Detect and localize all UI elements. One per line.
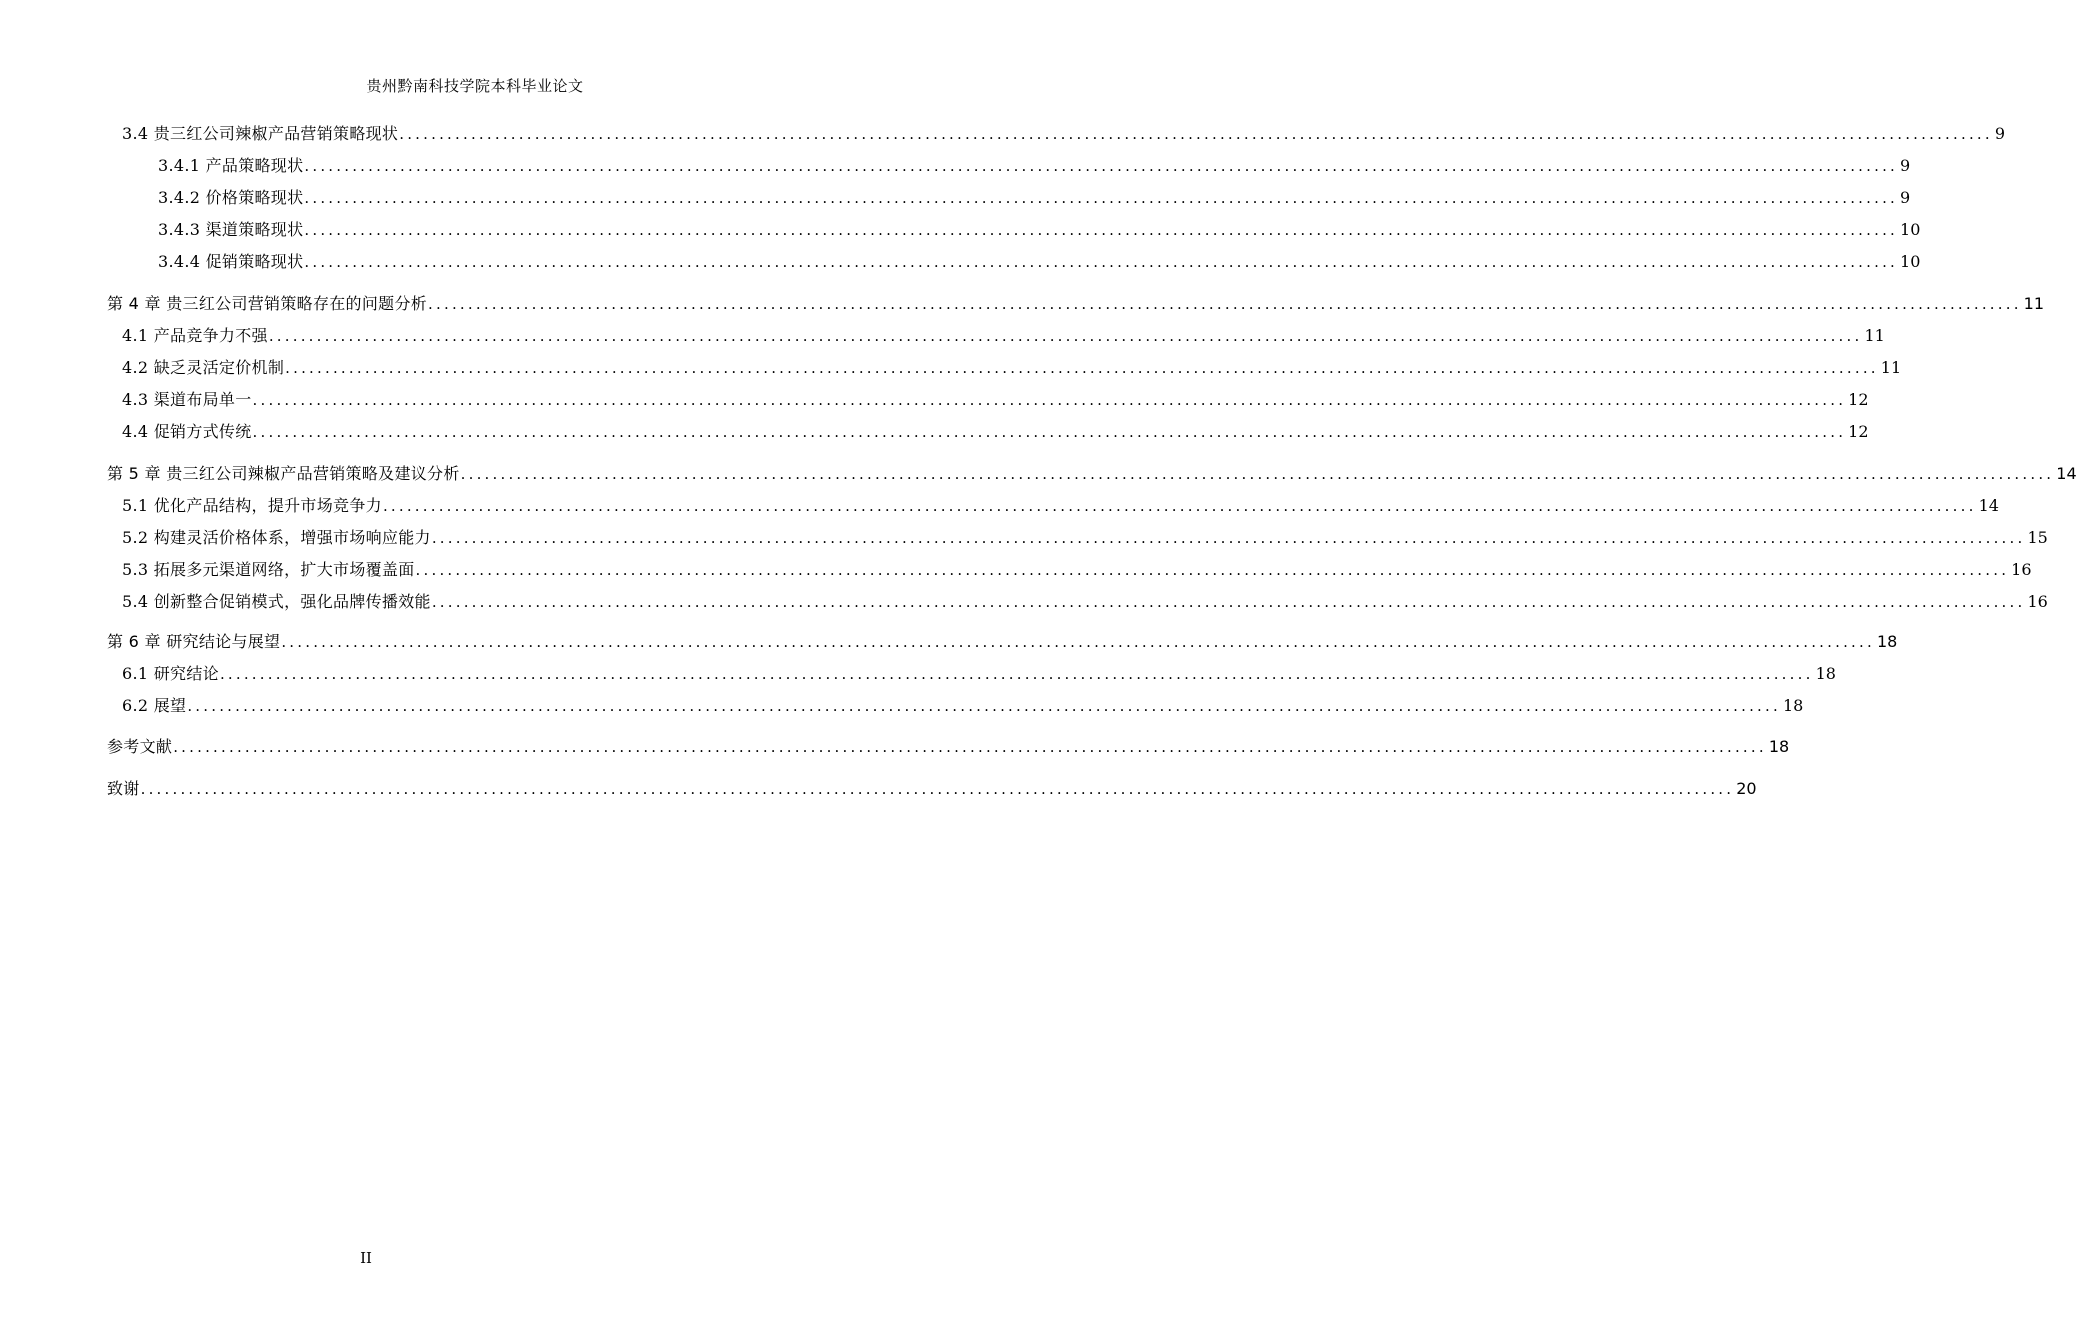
toc-entry-label: 5.3 拓展多元渠道网络，扩大市场覆盖面 <box>122 560 415 579</box>
toc-dot-leader: ........................................................................................................................................................................................................ <box>140 780 1735 798</box>
toc-dot-leader: ........................................................................................................................................................................................................ <box>219 665 1814 683</box>
toc-dot-leader: ........................................................................................................................................................................................................ <box>285 359 1879 377</box>
toc-entry-page: 11 <box>1864 326 1885 345</box>
toc-entry[interactable] <box>158 250 1921 274</box>
toc-entry[interactable] <box>107 777 1757 801</box>
toc-dot-leader: ........................................................................................................................................................................................................ <box>187 697 1781 715</box>
toc-dot-leader: ........................................................................................................................................................................................................ <box>304 221 1899 239</box>
running-header: 贵州黔南科技学院本科毕业论文 <box>366 77 584 95</box>
toc-entry-page: 9 <box>1994 124 2006 143</box>
toc-entry[interactable] <box>122 122 2006 146</box>
toc-dot-leader: ........................................................................................................................................................................................................ <box>281 633 1875 651</box>
toc-entry-label: 4.4 促销方式传统 <box>122 422 252 441</box>
toc-entry-page: 18 <box>1768 737 1790 756</box>
toc-entry-page: 14 <box>1978 496 1999 515</box>
toc-dot-leader: ........................................................................................................................................................................................................ <box>431 593 2026 611</box>
toc-entry-label: 第 6 章 研究结论与展望 <box>107 632 281 651</box>
toc-entry-page: 12 <box>1848 422 1869 441</box>
toc-entry-page: 12 <box>1848 390 1869 409</box>
toc-entry[interactable] <box>122 558 2032 582</box>
toc-dot-leader: ........................................................................................................................................................................................................ <box>460 465 2055 483</box>
toc-entry-page: 18 <box>1782 696 1804 715</box>
toc-entry-label: 3.4 贵三红公司辣椒产品营销策略现状 <box>122 124 399 143</box>
toc-entry-page: 10 <box>1900 220 1921 239</box>
toc-dot-leader: ........................................................................................................................................................................................................ <box>382 497 1977 515</box>
toc-entry[interactable] <box>122 324 1885 348</box>
toc-entry-page: 16 <box>2027 592 2048 611</box>
toc-dot-leader: ........................................................................................................................................................................................................ <box>268 327 1863 345</box>
toc-entry-label: 3.4.3 渠道策略现状 <box>158 220 304 239</box>
toc-entry-label: 6.1 研究结论 <box>122 664 219 683</box>
toc-entry[interactable] <box>122 590 2048 614</box>
toc-dot-leader: ........................................................................................................................................................................................................ <box>304 253 1899 271</box>
toc-entry-label: 5.4 创新整合促销模式，强化品牌传播效能 <box>122 592 431 611</box>
toc-entry-label: 3.4.4 促销策略现状 <box>158 252 304 271</box>
toc-entry[interactable] <box>122 388 1869 412</box>
toc-entry[interactable] <box>158 186 1911 210</box>
toc-entry[interactable] <box>122 694 1804 718</box>
toc-entry[interactable] <box>122 494 1999 518</box>
toc-dot-leader: ........................................................................................................................................................................................................ <box>304 157 1899 175</box>
toc-entry[interactable] <box>107 292 2045 316</box>
toc-dot-leader: ........................................................................................................................................................................................................ <box>431 529 2026 547</box>
toc-entry-page: 10 <box>1900 252 1921 271</box>
toc-entry[interactable] <box>158 154 1911 178</box>
toc-entry-page: 11 <box>1880 358 1902 377</box>
toc-entry-page: 11 <box>2023 294 2045 313</box>
toc-entry-label: 4.3 渠道布局单一 <box>122 390 252 409</box>
toc-dot-leader: ........................................................................................................................................................................................................ <box>428 295 2022 313</box>
toc-entry-label: 第 4 章 贵三红公司营销策略存在的问题分析 <box>107 294 428 313</box>
toc-entry-label: 4.1 产品竞争力不强 <box>122 326 268 345</box>
toc-entry-label: 4.2 缺乏灵活定价机制 <box>122 358 285 377</box>
toc-entry-label: 5.2 构建灵活价格体系，增强市场响应能力 <box>122 528 431 547</box>
toc-entry-label: 5.1 优化产品结构，提升市场竞争力 <box>122 496 382 515</box>
page-number: II <box>360 1249 372 1267</box>
toc-entry[interactable] <box>122 420 1869 444</box>
toc-entry-page: 9 <box>1900 188 1911 207</box>
toc-dot-leader: ........................................................................................................................................................................................................ <box>252 391 1847 409</box>
toc-entry-page: 18 <box>1815 664 1836 683</box>
toc-dot-leader: ........................................................................................................................................................................................................ <box>304 189 1899 207</box>
toc-entry-page: 9 <box>1900 156 1911 175</box>
toc-entry-label: 参考文献 <box>107 737 173 756</box>
toc-entry[interactable] <box>122 356 1902 380</box>
toc-dot-leader: ........................................................................................................................................................................................................ <box>173 738 1767 756</box>
toc-dot-leader: ........................................................................................................................................................................................................ <box>252 423 1847 441</box>
toc-entry-page: 20 <box>1736 779 1757 798</box>
toc-dot-leader: ........................................................................................................................................................................................................ <box>415 561 2010 579</box>
toc-entry-label: 3.4.2 价格策略现状 <box>158 188 304 207</box>
toc-entry-page: 18 <box>1876 632 1898 651</box>
toc-entry-label: 6.2 展望 <box>122 696 187 715</box>
toc-entry-label: 第 5 章 贵三红公司辣椒产品营销策略及建议分析 <box>107 464 460 483</box>
toc-dot-leader: ........................................................................................................................................................................................................ <box>399 125 1993 143</box>
toc-entry[interactable] <box>122 662 1836 686</box>
toc-entry[interactable] <box>107 630 1898 654</box>
toc-entry-page: 16 <box>2011 560 2032 579</box>
toc-entry[interactable] <box>107 735 1790 759</box>
toc-entry-page: 15 <box>2027 528 2048 547</box>
toc-entry[interactable] <box>158 218 1921 242</box>
toc-entry-page: 14 <box>2056 464 2077 483</box>
toc-entry-label: 致谢 <box>107 779 140 798</box>
toc-entry[interactable] <box>107 462 2077 486</box>
toc-entry-label: 3.4.1 产品策略现状 <box>158 156 304 175</box>
toc-entry[interactable] <box>122 526 2048 550</box>
